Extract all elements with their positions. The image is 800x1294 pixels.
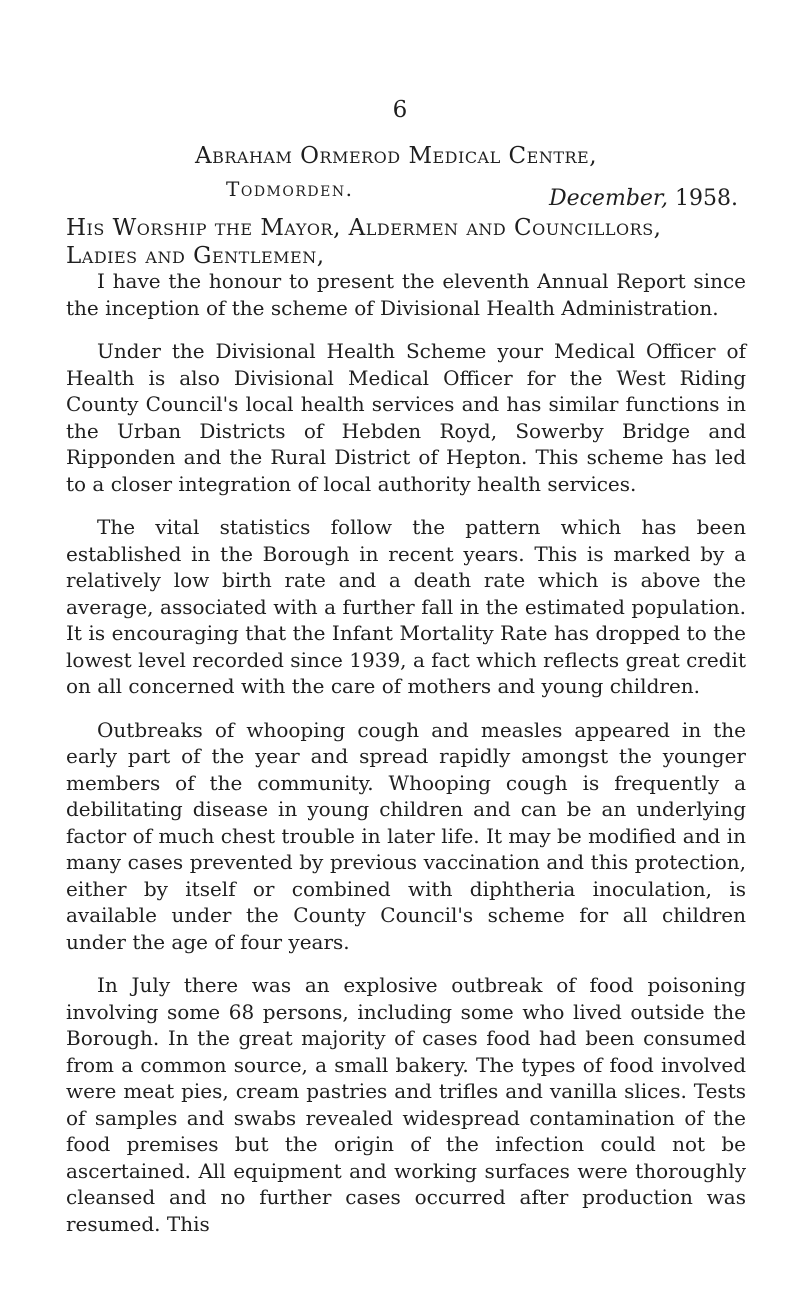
paragraph-outbreaks: Outbreaks of whooping cough and measles appeared in the early part of the year and spread rapidly amongst the younger members of the community. Whooping cough is frequently a debilitating disease in young children and can be an underlying factor of much chest trouble in later life. It may be modified and in many cases prevented by previous vaccination and this protection, either by itself or combined with diphtheria inoculation, is available under the County Council's scheme for all children under the age of four years.	[66, 717, 746, 954]
institution-name: Abraham Ormerod Medical Centre,	[195, 143, 598, 169]
report-date	[420, 185, 738, 213]
paragraph-divisional-scheme: Under the Divisional Health Scheme your Medical Officer of Health is also Divisional Medical Officer for the West Riding County Council's local health services and has similar functions in the Urban Districts of Hebden Royd, Sowerby Bridge and Ripponden and the Rural District of Hepton. This scheme has led to a closer integration of local authority health services.	[66, 339, 746, 496]
paragraph-intro: I have the honour to present the eleventh Annual Report since the inception of the scheme of Divisional Health Administration.	[66, 269, 746, 320]
date-month: December,	[548, 186, 669, 211]
salutation-line-1: His Worship the Mayor, Aldermen and Councillors,	[66, 215, 662, 241]
paragraph-food-poisoning: In July there was an explosive outbreak of food poisoning involving some 68 persons, including some who lived outside the Borough. In the great majority of cases food had been consumed from a common source, a small bakery. The types of food involved were meat pies, cream pastries and trifles and vanilla slices. Tests of samples and swabs revealed widespread contamination of the food premises but the origin of the infection could not be ascertained. All equipment and working surfaces were thoroughly cleansed and no further cases occurred after production was resumed. This	[66, 973, 746, 1236]
town-name: Todmorden.	[226, 177, 354, 201]
salutation-line-2: Ladies and Gentlemen,	[66, 243, 325, 269]
paragraph-vital-statistics: The vital statistics follow the pattern which has been established in the Borough in recent years. This is marked by a relatively low birth rate and a death rate which is above the average, associated with a further fall in the estimated population. It is encouraging that the Infant Mortality Rate has dropped to the lowest level recorded since 1939, a fact which reflects great credit on all concerned with the care of mothers and young children.	[66, 515, 746, 698]
report-body	[66, 268, 746, 1254]
page-number: 6	[392, 97, 408, 123]
date-year: 1958.	[675, 186, 738, 211]
